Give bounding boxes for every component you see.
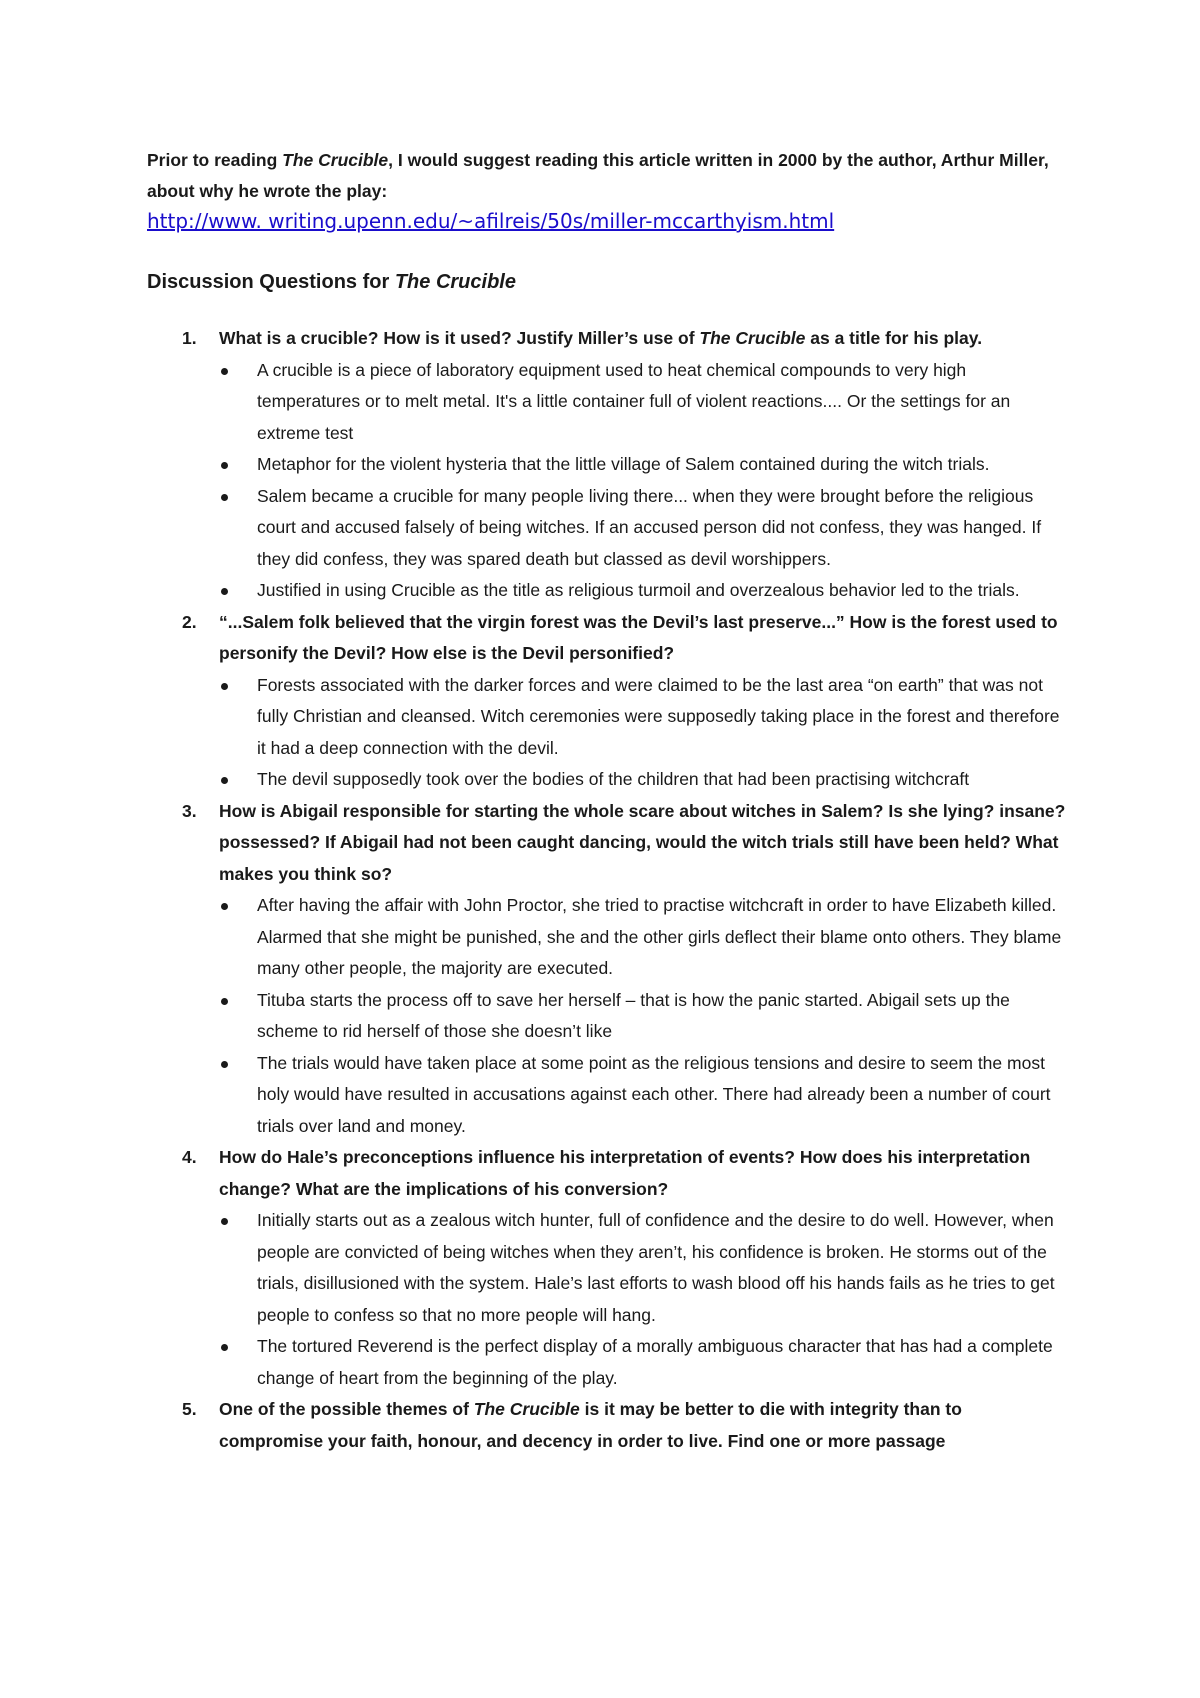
bullet-icon (221, 494, 228, 501)
bullet-icon (221, 998, 228, 1005)
intro-text-start: Prior to reading (147, 150, 283, 170)
answer-item (219, 890, 1067, 985)
article-link[interactable]: http://www. writing.upenn.edu/~afilreis/50s/miller-mccarthyism.html (147, 209, 835, 233)
answer-item (219, 1331, 1067, 1394)
question-number: 2. (182, 611, 197, 632)
answer-list (219, 355, 1067, 607)
bullet-icon (221, 1344, 228, 1351)
question-number: 1. (182, 328, 197, 348)
answer-list (219, 670, 1067, 796)
question-item (147, 1142, 1067, 1394)
question-item (147, 607, 1067, 796)
answer-text: After having the affair with John Proctor, she tried to practise witchcraft in order to have Elizabeth killed. Alarmed that she might be punished, she and the other girls deflect their blame onto others. They blame many other people, the majority are executed. (257, 895, 1062, 978)
answer-item (219, 985, 1067, 1048)
document-body (147, 145, 1067, 1457)
question-text-part: as a title for his play. (805, 328, 983, 348)
question-text-part: is it may be better to die with integrity than to compromise your faith, honour, and decency in order to live. Find one or more passage (219, 1399, 962, 1451)
question-text-part: What is a crucible? How is it used? Justify Miller’s use of (219, 328, 700, 348)
intro-text-end: , I would suggest reading this article written in 2000 by the author, Arthur Miller, about why he wrote the play: (147, 150, 1049, 201)
answer-text: Justified in using Crucible as the title as religious turmoil and overzealous behavior led to the trials. (257, 580, 1020, 600)
question-book-title: The Crucible (473, 1399, 580, 1419)
answer-item (219, 1048, 1067, 1143)
question-item (147, 796, 1067, 1143)
question-item (147, 323, 1067, 607)
answer-text: Forests associated with the darker forces and were claimed to be the last area “on earth” that was not fully Christian and cleansed. Witch ceremonies were supposedly taking place in the forest and therefore it had a deep connection with the devil. (257, 674, 1060, 758)
question-book-title: The Crucible (699, 328, 806, 348)
questions-list (147, 323, 1067, 1457)
answer-item (219, 670, 1067, 765)
bullet-icon (221, 777, 228, 784)
section-heading (147, 269, 1067, 295)
answer-item (219, 1205, 1067, 1331)
bullet-icon (221, 1218, 228, 1225)
question-text-part: One of the possible themes of (219, 1399, 474, 1419)
answer-item (219, 449, 1067, 481)
answer-text: The tortured Reverend is the perfect display of a morally ambiguous character that has had a complete change of heart from the beginning of the play. (257, 1336, 1053, 1388)
bullet-icon (221, 1061, 228, 1068)
answer-text: Tituba starts the process off to save her herself – that is how the panic started. Abigail sets up the scheme to rid herself of those she doesn’t like (257, 989, 1010, 1041)
question-text (219, 323, 1067, 355)
answer-list (219, 1205, 1067, 1394)
bullet-icon (221, 588, 228, 595)
answer-text: A crucible is a piece of laboratory equipment used to heat chemical compounds to very high temperatures or to melt metal. It's a little container full of violent reactions.... Or the settings for an extreme test (257, 359, 1011, 443)
answer-text: Metaphor for the violent hysteria that the little village of Salem contained during the witch trials. (257, 454, 990, 474)
intro-paragraph (147, 145, 1067, 207)
answer-text: Initially starts out as a zealous witch hunter, full of confidence and the desire to do well. However, when people are convicted of being witches when they aren’t, his confidence is broken. He storms out of the trials, disillusioned with the system. Hale’s last efforts to wash blood off his hands fails as he tries to get people to confess so that no more people will hang. (257, 1210, 1055, 1325)
heading-book-title: The Crucible (394, 271, 516, 293)
question-number: 3. (182, 800, 197, 821)
answer-text: The devil supposedly took over the bodies of the children that had been practising witchcraft (257, 769, 970, 789)
question-number: 4. (182, 1147, 197, 1167)
bullet-icon (221, 462, 228, 469)
question-text (219, 1394, 1067, 1457)
bullet-icon (221, 683, 228, 690)
bullet-icon (221, 903, 228, 910)
question-text: “...Salem folk believed that the virgin forest was the Devil’s last preserve...” How is the forest used to personify the Devil? How else is the Devil personified? (219, 611, 1058, 663)
question-text: How do Hale’s preconceptions influence his interpretation of events? How does his interpretation change? What are the implications of his conversion? (219, 1147, 1031, 1199)
answer-list (219, 890, 1067, 1142)
intro-book-title: The Crucible (282, 150, 389, 170)
answer-text: The trials would have taken place at some point as the religious tensions and desire to seem the most holy would have resulted in accusations against each other. There had already been a number of court trials over land and money. (257, 1052, 1051, 1136)
bullet-icon (221, 368, 228, 375)
question-text: How is Abigail responsible for starting the whole scare about witches in Salem? Is she lying? insane? possessed? If Abigail had not been caught dancing, would the witch trials still have been held? What makes you think so? (219, 800, 1066, 884)
answer-item (219, 355, 1067, 450)
answer-text: Salem became a crucible for many people living there... when they were brought before the religious court and accused falsely of being witches. If an accused person did not confess, they was hanged. If they did confess, they was spared death but classed as devil worshippers. (257, 485, 1042, 569)
answer-item (219, 575, 1067, 607)
answer-item (219, 764, 1067, 796)
question-item (147, 1394, 1067, 1457)
heading-text: Discussion Questions for (147, 271, 395, 293)
answer-item (219, 481, 1067, 576)
question-number: 5. (182, 1399, 197, 1419)
